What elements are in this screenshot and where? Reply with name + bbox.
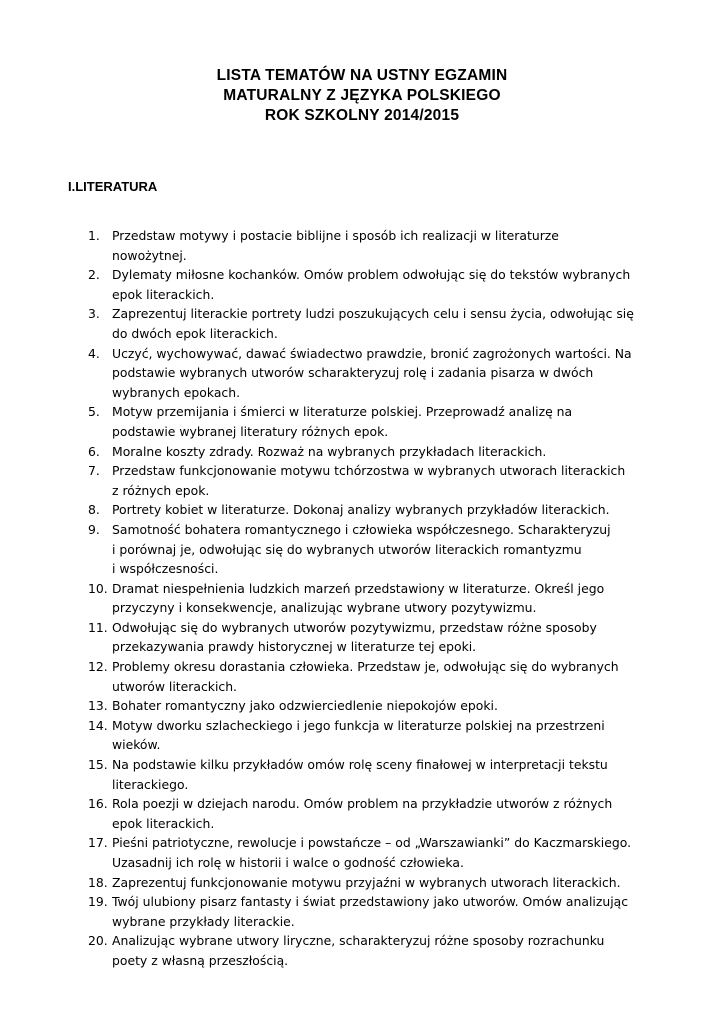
topic-text: Analizując wybrane utwory liryczne, scharakteryzuj różne sposoby rozrachunku poety z własną przeszłością. — [112, 933, 605, 968]
topic-number: 7. — [88, 463, 100, 479]
topic-number: 8. — [88, 502, 100, 518]
list-item — [88, 461, 648, 500]
list-item — [88, 304, 648, 343]
topic-number: 1. — [88, 228, 100, 243]
topic-text: Rola poezji w dziejach narodu. Omów problem na przykładzie utworów z różnych epok literackich. — [112, 796, 613, 831]
topic-number: 20. — [88, 933, 108, 949]
topic-text: Problemy okresu dorastania człowieka. Przedstaw je, odwołując się do wybranych utworów literackich. — [112, 659, 619, 694]
list-item — [88, 755, 648, 794]
topic-text: Samotność bohatera romantycznego i człowieka współczesnego. Scharakteryzuj i porównaj je, odwołując się do wybranych utworów literackich romantyzmu i współczesności. — [112, 521, 611, 577]
topic-text: Na podstawie kilku przykładów omów rolę sceny finałowej w interpretacji tekstu literackiego. — [112, 757, 608, 792]
list-item — [88, 892, 648, 931]
topic-number: 16. — [88, 796, 108, 812]
topic-number: 18. — [88, 874, 108, 890]
topic-text: Pieśni patriotyczne, rewolucje i powstańcze – od „Warszawianki” do Kaczmarskiego. Uzasadnij ich rolę w historii i walce o godność człowieka. — [112, 835, 632, 870]
topic-text: Przedstaw funkcjonowanie motywu tchórzostwa w wybranych utworach literackich z różnych epok. — [112, 463, 626, 498]
list-item — [88, 716, 648, 755]
topic-text: Uczyć, wychowywać, dawać świadectwo prawdzie, bronić zagrożonych wartości. Na podstawie wybranych utworów scharakteryzuj rolę i zadania pisarza w dwóch wybranych epokach. — [112, 345, 632, 400]
topic-number: 13. — [88, 698, 108, 714]
list-item — [88, 794, 648, 833]
list-item — [88, 520, 648, 579]
list-item — [88, 657, 648, 696]
topic-number: 17. — [88, 835, 108, 851]
title-line: ROK SZKOLNY 2014/2015 — [264, 107, 460, 124]
list-item — [88, 500, 648, 520]
topic-text: Motyw dworku szlacheckiego i jego funkcja w literaturze polskiej na przestrzeni wieków. — [112, 717, 605, 753]
topic-text: Przedstaw motywy i postacie biblijne i sposób ich realizacji w literaturze nowożytnej. — [112, 228, 559, 263]
topic-number: 5. — [88, 404, 100, 420]
topic-number: 14. — [88, 717, 108, 733]
topic-text: Zaprezentuj literackie portrety ludzi poszukujących celu i sensu życia, odwołując się do dwóch epok literackich. — [112, 306, 634, 341]
list-item — [88, 402, 648, 441]
topic-number: 9. — [88, 521, 100, 537]
list-item — [88, 226, 648, 265]
title-line: MATURALNY Z JĘZYKA POLSKIEGO — [223, 87, 501, 104]
topic-text: Zaprezentuj funkcjonowanie motywu przyjaźni w wybranych utworach literackich. — [112, 874, 621, 890]
list-item — [88, 873, 648, 893]
topic-number: 11. — [88, 619, 108, 635]
topic-text: Portrety kobiet w literaturze. Dokonaj analizy wybranych przykładów literackich. — [112, 502, 610, 518]
list-item — [88, 442, 648, 462]
topic-number: 6. — [88, 443, 100, 459]
topic-text: Bohater romantyczny jako odzwierciedlenie niepokojów epoki. — [112, 698, 498, 714]
topic-number: 3. — [88, 306, 100, 322]
topic-number: 4. — [88, 345, 100, 361]
section-heading: I.LITERATURA — [68, 179, 158, 194]
list-item — [88, 344, 648, 403]
list-item — [88, 579, 648, 618]
topic-number: 12. — [88, 659, 108, 675]
topic-number: 2. — [88, 267, 100, 283]
topic-text: Twój ulubiony pisarz fantasty i świat przedstawiony jako utworów. Omów analizując wybrane przykłady literackie. — [112, 894, 629, 929]
list-item — [88, 265, 648, 304]
topic-text: Odwołując się do wybranych utworów pozytywizmu, przedstaw różne sposoby przekazywania prawdy historycznej w literaturze tej epoki. — [112, 619, 597, 655]
list-item — [88, 618, 648, 657]
list-item — [88, 931, 648, 970]
topic-text: Motyw przemijania i śmierci w literaturze polskiej. Przeprowadź analizę na podstawie wybranej literatury różnych epok. — [112, 404, 573, 439]
topic-text: Moralne koszty zdrady. Rozważ na wybranych przykładach literackich. — [112, 443, 547, 459]
topic-number: 10. — [88, 580, 108, 596]
topic-number: 15. — [88, 757, 108, 773]
document-title — [0, 66, 724, 126]
topic-number: 19. — [88, 894, 108, 910]
list-item — [88, 696, 648, 716]
title-line: LISTA TEMATÓW NA USTNY EGZAMIN — [216, 67, 508, 84]
topic-text: Dramat niespełnienia ludzkich marzeń przedstawiony w literaturze. Określ jego przyczyny i konsekwencje, analizując wybrane utwory pozytywizmu. — [112, 580, 605, 616]
topic-list — [88, 226, 648, 971]
topic-text: Dylematy miłosne kochanków. Omów problem odwołując się do tekstów wybranych epok literackich. — [112, 267, 631, 302]
list-item — [88, 833, 648, 872]
